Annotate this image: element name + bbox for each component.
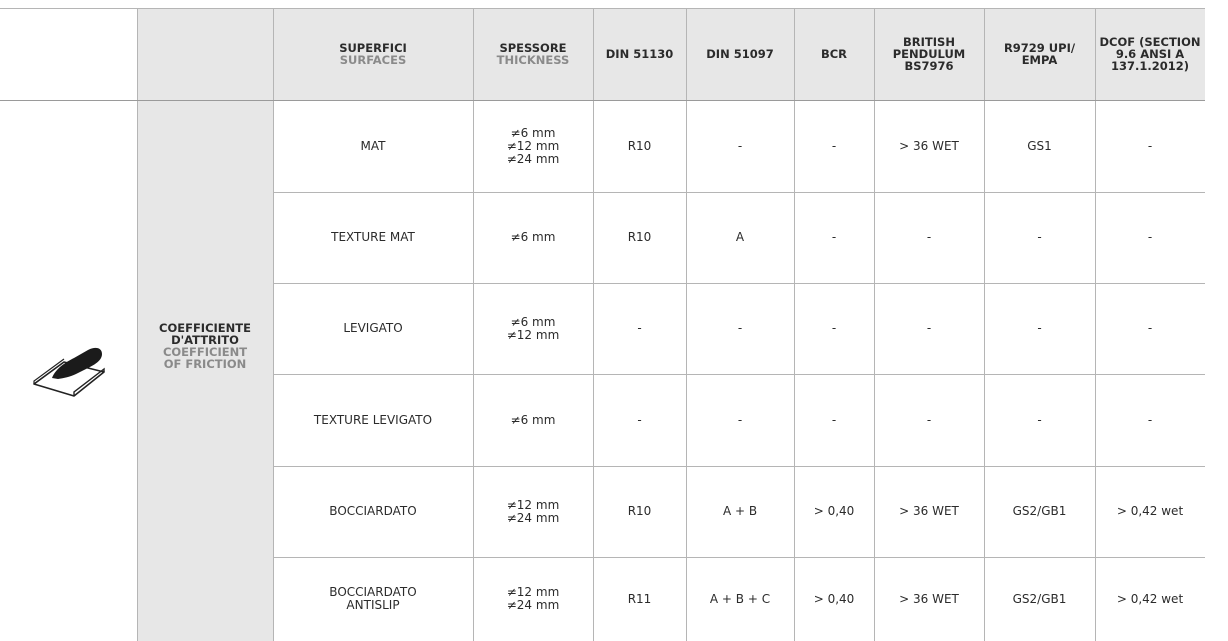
cell-din51130-value: R10	[627, 138, 652, 153]
cell-dcof-value: -	[1147, 230, 1153, 244]
cell-thickness-line: ≠12 mm	[506, 327, 560, 342]
shoe-on-tile-icon	[30, 338, 110, 398]
cell-bcr	[794, 557, 874, 641]
cell-surface-line: TEXTURE LEVIGATO	[313, 412, 433, 427]
cell-surface	[273, 283, 473, 374]
cell-thickness-line: ≠6 mm	[510, 412, 556, 427]
cell-thickness-line: ≠12 mm	[506, 138, 560, 153]
cell-british-value: > 36 WET	[899, 138, 959, 153]
row-divider	[273, 557, 1205, 558]
cell-thickness	[473, 466, 593, 557]
cell-r9729-value: -	[1037, 230, 1042, 244]
column-divider	[137, 8, 138, 641]
cell-british	[874, 283, 984, 374]
cell-din51097-value: -	[737, 321, 743, 335]
cell-r9729	[984, 557, 1095, 641]
cell-din51097	[686, 283, 794, 374]
cell-dcof-value: -	[1147, 412, 1153, 427]
cell-dcof-value: -	[1147, 321, 1153, 335]
cell-din51130	[593, 100, 686, 192]
table-top-border	[0, 8, 1205, 9]
cell-british	[874, 466, 984, 557]
cell-din51097-value: -	[737, 138, 743, 153]
cell-bcr	[794, 374, 874, 466]
cell-din51097-value: A + B	[722, 504, 758, 518]
cell-thickness-line: ≠12 mm	[506, 497, 560, 512]
section-label-en-2: OF FRICTION	[163, 356, 247, 371]
header-din51130-label: DIN 51130	[605, 47, 674, 61]
header-british-pendulum	[874, 8, 984, 100]
cell-bcr	[794, 283, 874, 374]
cell-din51130	[593, 557, 686, 641]
section-label-it-1: COEFFICIENTE	[159, 320, 251, 335]
header-bcr	[794, 8, 874, 100]
header-thickness-it: SPESSORE	[499, 41, 567, 55]
cell-dcof	[1095, 466, 1205, 557]
header-r9729	[984, 8, 1095, 100]
cell-bcr-value: > 0,40	[813, 504, 855, 518]
cell-r9729-value: GS2/GB1	[1012, 504, 1067, 518]
cell-din51097	[686, 466, 794, 557]
header-r9729-line1: R9729 UPI/	[1003, 41, 1076, 55]
cell-din51130-value: R10	[627, 230, 652, 244]
column-divider	[273, 8, 274, 641]
cell-surface-line: MAT	[360, 138, 386, 153]
cell-dcof	[1095, 374, 1205, 466]
header-dcof-line2: 9.6 ANSI A	[1115, 47, 1185, 61]
cell-din51130-value: R10	[627, 504, 652, 518]
cell-thickness-line: ≠24 mm	[506, 151, 560, 166]
cell-surface	[273, 374, 473, 466]
cell-din51130-value: -	[637, 412, 642, 427]
cell-din51130	[593, 466, 686, 557]
cell-din51097	[686, 100, 794, 192]
cell-r9729	[984, 283, 1095, 374]
cell-thickness-line: ≠12 mm	[506, 585, 560, 599]
cell-british	[874, 374, 984, 466]
cell-thickness-line: ≠24 mm	[506, 510, 560, 525]
cell-r9729-value: -	[1037, 412, 1042, 427]
cell-surface-line: LEVIGATO	[343, 321, 403, 335]
cell-dcof-value: > 0,42 wet	[1116, 591, 1184, 606]
cell-bcr-value: -	[831, 412, 837, 427]
header-surfaces-en: SURFACES	[339, 53, 407, 67]
header-thickness-en: THICKNESS	[496, 53, 570, 67]
cell-r9729-value: GS2/GB1	[1012, 591, 1067, 606]
cell-thickness	[473, 192, 593, 283]
header-surfaces-it: SUPERFICI	[339, 41, 407, 55]
header-british-line2: PENDULUM	[892, 47, 966, 61]
header-bcr-label: BCR	[820, 47, 848, 61]
cell-bcr-value: -	[831, 230, 837, 244]
cell-dcof	[1095, 557, 1205, 641]
cell-din51130	[593, 283, 686, 374]
column-divider	[593, 8, 594, 641]
cell-din51130-value: R11	[627, 591, 652, 606]
section-label-it-2: D'ATTRITO	[171, 332, 239, 347]
cell-surface-line: BOCCIARDATO	[329, 504, 417, 518]
section-label-en-1: COEFFICIENT	[162, 344, 248, 359]
cell-din51097	[686, 192, 794, 283]
header-british-line3: BS7976	[904, 59, 954, 73]
cell-r9729-value: -	[1037, 321, 1042, 335]
cell-british-value: > 36 WET	[899, 504, 959, 518]
cell-surface-line: TEXTURE MAT	[331, 230, 415, 244]
cell-dcof	[1095, 283, 1205, 374]
column-divider	[984, 8, 985, 641]
column-divider	[874, 8, 875, 641]
cell-british-value: -	[926, 412, 932, 427]
header-dcof	[1095, 8, 1205, 100]
column-divider	[686, 8, 687, 641]
row-divider	[273, 192, 1205, 193]
cell-r9729	[984, 100, 1095, 192]
cell-surface	[273, 192, 473, 283]
cell-thickness	[473, 557, 593, 641]
header-empty-cell	[0, 8, 137, 100]
column-divider	[473, 8, 474, 641]
cell-dcof	[1095, 192, 1205, 283]
cell-surface-line: BOCCIARDATO	[329, 585, 417, 599]
header-din51097-label: DIN 51097	[706, 47, 774, 61]
cell-din51097-value: -	[737, 412, 743, 427]
cell-din51130	[593, 192, 686, 283]
cell-r9729	[984, 374, 1095, 466]
cell-bcr	[794, 466, 874, 557]
cell-british-value: -	[926, 321, 932, 335]
cell-thickness-line: ≠24 mm	[506, 598, 560, 612]
cell-r9729-value: GS1	[1027, 138, 1052, 153]
cell-thickness-line: ≠6 mm	[510, 125, 556, 140]
header-r9729-line2: EMPA	[1021, 53, 1058, 67]
cell-r9729	[984, 192, 1095, 283]
cell-bcr	[794, 192, 874, 283]
section-label-block	[159, 322, 251, 370]
cell-bcr-value: > 0,40	[813, 591, 855, 606]
cell-dcof-value: > 0,42 wet	[1116, 504, 1184, 518]
cell-thickness	[473, 374, 593, 466]
cell-bcr	[794, 100, 874, 192]
cell-dcof-value: -	[1147, 138, 1153, 153]
cell-british	[874, 192, 984, 283]
column-divider	[794, 8, 795, 641]
cell-thickness	[473, 283, 593, 374]
cell-dcof	[1095, 100, 1205, 192]
cell-british-value: -	[926, 230, 932, 244]
header-section-cell	[137, 8, 273, 100]
cell-din51097	[686, 374, 794, 466]
header-dcof-line3: 137.1.2012)	[1110, 59, 1189, 73]
section-coefficient-of-friction	[137, 100, 273, 641]
row-divider	[273, 374, 1205, 375]
cell-british	[874, 100, 984, 192]
cell-din51097	[686, 557, 794, 641]
header-thickness	[473, 8, 593, 100]
cell-din51130-value: -	[637, 321, 642, 335]
cell-din51130	[593, 374, 686, 466]
cell-surface	[273, 466, 473, 557]
header-surfaces	[273, 8, 473, 100]
header-din51097	[686, 8, 794, 100]
header-bottom-border	[0, 100, 1205, 101]
cell-bcr-value: -	[831, 138, 837, 153]
cell-bcr-value: -	[831, 321, 837, 335]
header-din51130	[593, 8, 686, 100]
header-dcof-line1: DCOF (SECTION	[1099, 35, 1201, 49]
cell-thickness	[473, 100, 593, 192]
cell-thickness-line: ≠6 mm	[510, 230, 556, 244]
cell-surface-line: ANTISLIP	[346, 598, 400, 612]
cell-din51097-value: A	[735, 230, 745, 244]
cell-r9729	[984, 466, 1095, 557]
cell-surface	[273, 557, 473, 641]
column-divider	[1095, 8, 1096, 641]
header-british-line1: BRITISH	[903, 35, 955, 49]
row-divider	[273, 283, 1205, 284]
cell-british-value: > 36 WET	[899, 591, 959, 606]
cell-surface	[273, 100, 473, 192]
cell-thickness-line: ≠6 mm	[510, 314, 556, 329]
cell-british	[874, 557, 984, 641]
row-divider	[273, 466, 1205, 467]
cell-din51097-value: A + B + C	[709, 591, 771, 606]
